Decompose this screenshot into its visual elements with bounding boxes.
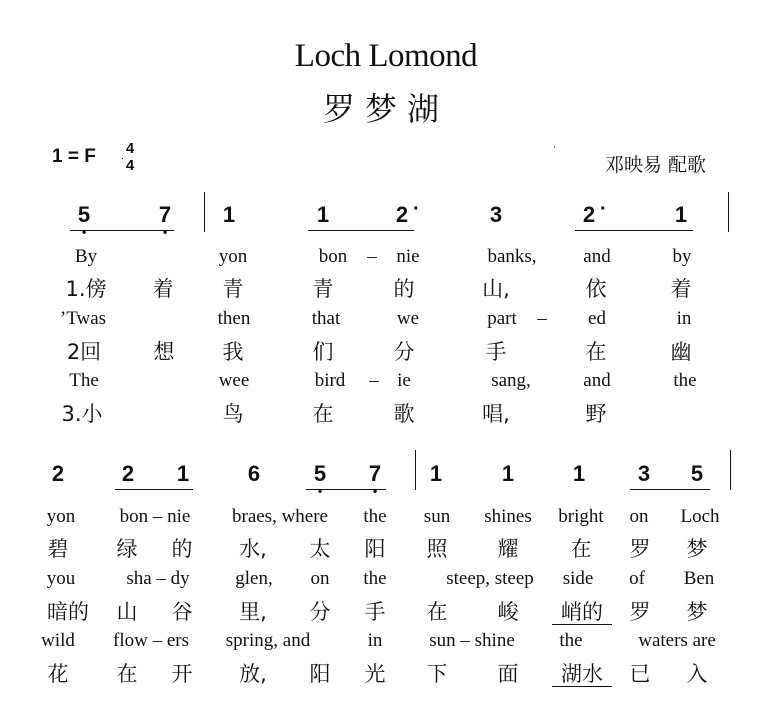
note: 3: [637, 461, 651, 486]
lyric-syllable: yon: [218, 246, 248, 267]
lyric-syllable: waters are: [638, 630, 716, 651]
beam-line: [115, 489, 193, 490]
lyric-syllable: the: [363, 506, 387, 527]
lyric-syllable: 已: [629, 662, 651, 686]
lyric-underline: [552, 624, 612, 625]
lyric-syllable: 我: [222, 340, 244, 364]
lyric-syllable: yon: [46, 506, 76, 527]
lyric-syllable: bird: [314, 370, 346, 391]
beam-line: [575, 230, 693, 231]
lyric-syllable: 的: [171, 537, 193, 561]
lyric-syllable: 阳: [309, 662, 331, 686]
note: 5 •: [313, 461, 327, 498]
lyric-syllable: 面: [497, 662, 519, 686]
lyric-syllable: –: [369, 370, 379, 391]
lyric-syllable: spring, and: [225, 630, 311, 651]
time-signature: [122, 140, 138, 174]
lyric-syllable: 里,: [239, 600, 267, 624]
lyric-syllable: banks,: [487, 246, 537, 267]
lyric-underline: [552, 686, 612, 687]
note: 1: [176, 461, 190, 486]
meter-bottom: 4: [125, 157, 135, 174]
lyric-syllable: 青: [222, 277, 244, 301]
beam-line: [306, 489, 386, 490]
lyric-syllable: 水,: [239, 537, 267, 561]
lyric-syllable: 手: [485, 340, 507, 364]
lyric-syllable: 分: [309, 600, 331, 624]
lyric-syllable: the: [559, 630, 583, 651]
lyric-syllable: 幽: [670, 340, 692, 364]
lyric-syllable: that: [311, 308, 341, 329]
lyric-syllable: –: [367, 246, 377, 267]
lyric-syllable: 在: [116, 662, 138, 686]
lyric-syllable: wee: [218, 370, 250, 391]
lyric-syllable: nie: [396, 246, 420, 267]
lyric-syllable: 梦: [686, 600, 708, 624]
lyric-syllable: 2回: [66, 340, 102, 364]
beam-line: [630, 489, 710, 490]
lyric-syllable: By: [74, 246, 98, 267]
note: 1: [429, 461, 443, 486]
lyric-syllable: 入: [686, 662, 708, 686]
lyric-syllable: and: [583, 370, 611, 391]
note: 1: [572, 461, 586, 486]
note: 2: [51, 461, 65, 486]
key-signature: 1 = F: [52, 146, 96, 167]
lyric-syllable: 山,: [482, 277, 510, 301]
lyric-syllable: 开: [171, 662, 193, 686]
lyric-syllable: –: [537, 308, 547, 329]
lyric-syllable: 暗的: [47, 600, 89, 624]
note: 2: [121, 461, 135, 486]
lyric-syllable: 下: [426, 662, 448, 686]
lyric-syllable: 照: [426, 537, 448, 561]
lyric-syllable: the: [363, 568, 387, 589]
lyric-syllable: sun: [423, 506, 451, 527]
lyric-syllable: 峻: [497, 600, 519, 624]
note: 6: [247, 461, 261, 486]
lyric-syllable: 唱,: [482, 402, 510, 426]
lyric-syllable: bright: [558, 506, 604, 527]
lyric-syllable: 罗: [629, 600, 651, 624]
lyric-syllable: wild: [41, 630, 75, 651]
augmentation-dot: ·: [600, 198, 607, 220]
lyric-syllable: 花: [47, 662, 69, 686]
lyric-syllable: 鸟: [222, 402, 244, 426]
lyric-syllable: you: [46, 568, 76, 589]
lyric-syllable: in: [676, 308, 692, 329]
lyric-syllable: braes, where: [231, 506, 329, 527]
lyric-syllable: on: [629, 506, 649, 527]
barline: [728, 192, 729, 232]
lyric-syllable: 在: [570, 537, 592, 561]
lyric-syllable: part: [487, 308, 517, 329]
lyric-syllable: 梦: [686, 537, 708, 561]
lyric-syllable: flow – ers: [113, 630, 189, 651]
lyric-syllable: ie: [397, 370, 411, 391]
lyric-syllable: 歌: [393, 402, 415, 426]
lyric-syllable: 在: [585, 340, 607, 364]
lyric-syllable: sang,: [491, 370, 531, 391]
note: 2: [582, 202, 596, 227]
lyric-syllable: 光: [364, 662, 386, 686]
note: 1: [222, 202, 236, 227]
lyric-syllable: bon – nie: [119, 506, 191, 527]
lyric-syllable: of: [629, 568, 645, 589]
lyric-syllable: ’Twas: [59, 308, 107, 329]
note: 1: [501, 461, 515, 486]
lyric-syllable: 想: [153, 340, 175, 364]
lyric-syllable: 3.小: [61, 402, 103, 426]
lyric-syllable: 着: [152, 277, 174, 301]
lyric-syllable: on: [310, 568, 330, 589]
lyric-syllable: 分: [393, 340, 415, 364]
lyric-syllable: 阳: [364, 537, 386, 561]
lyric-syllable: 1.傍: [65, 277, 107, 301]
lyric-syllable: in: [367, 630, 383, 651]
note: 1: [316, 202, 330, 227]
lyric-syllable: ed: [588, 308, 606, 329]
lyric-syllable: Loch: [680, 506, 720, 527]
note: 7 •: [158, 202, 172, 239]
lyric-syllable: 手: [364, 600, 386, 624]
note: 5: [690, 461, 704, 486]
lyric-syllable: The: [69, 370, 99, 391]
lyric-syllable: sha – dy: [126, 568, 190, 589]
stray-dot: ˙: [552, 146, 557, 157]
beam-line: [70, 230, 174, 231]
lyric-syllable: 放,: [239, 662, 267, 686]
lyric-syllable: shines: [484, 506, 532, 527]
lyric-syllable: 的: [393, 277, 415, 301]
beam-line: [308, 230, 414, 231]
lyric-syllable: 山: [116, 600, 138, 624]
lyric-syllable: glen,: [235, 568, 273, 589]
augmentation-dot: ·: [413, 198, 420, 220]
lyric-syllable: 在: [426, 600, 448, 624]
lyric-syllable: and: [583, 246, 611, 267]
lyric-syllable: we: [396, 308, 420, 329]
title-english: Loch Lomond: [294, 38, 478, 74]
title-chinese: 罗梦湖: [322, 90, 449, 128]
lyric-syllable: 碧: [47, 537, 69, 561]
note: 3: [489, 202, 503, 227]
lyric-syllable: by: [672, 246, 692, 267]
lyric-syllable: 青: [312, 277, 334, 301]
lyric-syllable: 谷: [171, 600, 193, 624]
lyric-syllable: 湖水: [561, 662, 603, 686]
lyric-syllable: the: [673, 370, 697, 391]
lyric-syllable: side: [562, 568, 594, 589]
lyric-syllable: 绿: [116, 537, 138, 561]
lyric-syllable: 在: [312, 402, 334, 426]
barline: [730, 450, 731, 490]
lyric-syllable: 峭的: [561, 600, 603, 624]
arranger-credit: 邓映易 配歌: [605, 154, 707, 176]
lyric-syllable: then: [217, 308, 251, 329]
lyric-syllable: 耀: [497, 537, 519, 561]
lyric-syllable: Ben: [683, 568, 715, 589]
lyric-syllable: 依: [585, 277, 607, 301]
note: 1: [674, 202, 688, 227]
lyric-syllable: 野: [585, 402, 607, 426]
barline: [415, 450, 416, 490]
meter-top: 4: [125, 140, 135, 157]
note: 2: [395, 202, 409, 227]
lyric-syllable: 们: [312, 340, 334, 364]
lyric-syllable: bon: [318, 246, 348, 267]
barline: [204, 192, 205, 232]
note: 5 •: [77, 202, 91, 239]
lyric-syllable: steep, steep: [446, 568, 534, 589]
lyric-syllable: sun – shine: [429, 630, 515, 651]
note: 7 •: [368, 461, 382, 498]
lyric-syllable: 着: [670, 277, 692, 301]
lyric-syllable: 太: [309, 537, 331, 561]
lyric-syllable: 罗: [629, 537, 651, 561]
